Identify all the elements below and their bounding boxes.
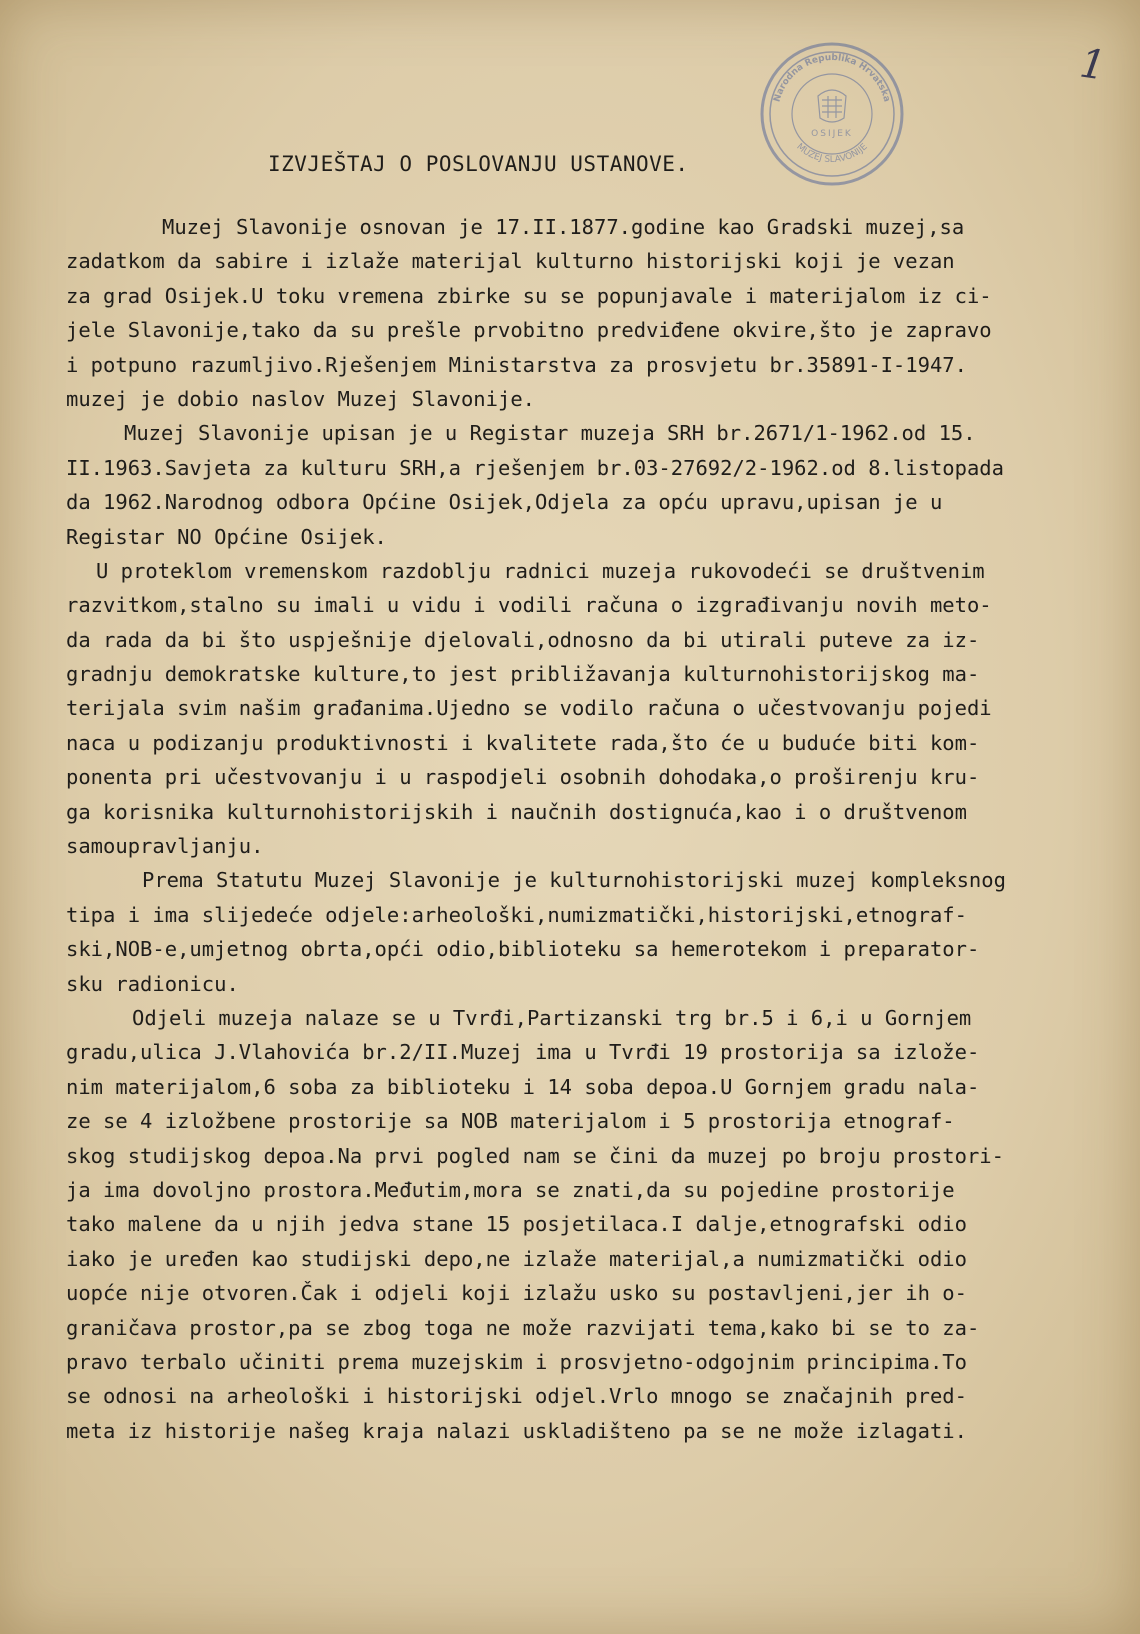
museum-stamp — [758, 40, 906, 188]
text-line: sku radionicu. — [66, 971, 239, 996]
text-line: gradu,ulica J.Vlahovića br.2/II.Muzej ima u Tvrđi 19 prostorija sa izlože- — [66, 1040, 980, 1065]
text-line: ja ima dovoljno prostora.Međutim,mora se znati,da su pojedine prostorije — [66, 1177, 955, 1202]
text-line: tako malene da u njih jedva stane 15 posjetilaca.I dalje,etnografski odio — [66, 1212, 967, 1237]
text-line: pravo terbalo učiniti prema muzejskim i prosvjetno-odgojnim principima.To — [66, 1349, 967, 1374]
text-line: Muzej Slavonije osnovan je 17.II.1877.godine kao Gradski muzej,sa — [162, 215, 965, 239]
text-line: razvitkom,stalno su imali u vidu i vodili računa o izgrađivanju novih meto- — [66, 593, 992, 618]
text-line: U proteklom vremenskom razdoblju radnici muzeja rukovodeći se društvenim — [96, 558, 985, 583]
document-title: IZVJEŠTAJ O POSLOVANJU USTANOVE. — [268, 152, 689, 176]
text-line: skog studijskog depoa.Na prvi pogled nam se čini da muzej po broju prostori- — [66, 1143, 1004, 1168]
text-line: tipa i ima slijedeće odjele:arheološki,numizmatički,historijski,etnograf- — [66, 902, 967, 927]
svg-text:Narodna Republika Hrvatska — [772, 53, 891, 103]
text-line: ga korisnika kulturnohistorijskih i naučnih dostignuća,kao i o društvenom — [66, 799, 967, 824]
text-line: naca u podizanju produktivnosti i kvalitete rada,što će u buduće biti kom- — [66, 730, 980, 755]
coat-of-arms-icon — [818, 90, 846, 122]
handwritten-page-number: 1 — [1076, 40, 1109, 90]
text-line: gradnju demokratske kulture,to jest približavanja kulturnohistorijskog ma- — [66, 662, 980, 687]
text-line: ski,NOB-e,umjetnog obrta,opći odio,biblioteku sa hemerotekom i preparator- — [66, 937, 980, 962]
text-line: ze se 4 izložbene prostorije sa NOB materijalom i 5 prostorija etnograf- — [66, 1109, 955, 1134]
text-line: Muzej Slavonije upisan je u Registar muzeja SRH br.2671/1-1962.od 15. — [124, 421, 976, 446]
text-line: uopće nije otvoren.Čak i odjeli koji izlažu usko su postavljeni,jer ih o- — [66, 1281, 967, 1306]
text-line: jele Slavonije,tako da su prešle prvobitno predviđene okvire,što je zapravo — [66, 318, 992, 343]
report-body — [66, 210, 1140, 1448]
stamp-outer-text: Narodna Republika Hrvatska — [772, 52, 892, 104]
stamp-bottom-text: MUZEJ SLAVONIJE — [794, 141, 870, 166]
text-line: da 1962.Narodnog odbora Općine Osijek,Odjela za opću upravu,upisan je u — [66, 490, 943, 515]
text-line: nim materijalom,6 soba za biblioteku i 14 soba depoa.U Gornjem gradu nala- — [66, 1074, 980, 1099]
text-line: Prema Statutu Muzej Slavonije je kulturnohistorijski muzej kompleksnog — [142, 868, 1006, 893]
text-line: Registar NO Općine Osijek. — [66, 524, 387, 549]
text-line: samoupravljanju. — [66, 834, 264, 859]
text-line: ponenta pri učestvovanju i u raspodjeli osobnih dohodaka,o proširenju kru- — [66, 765, 980, 790]
text-line: meta iz historije našeg kraja nalazi uskladišteno pa se ne može izlagati. — [66, 1418, 967, 1443]
text-line: se odnosi na arheološki i historijski odjel.Vrlo mnogo se značajnih pred- — [66, 1384, 967, 1409]
text-line: i potpuno razumljivo.Rješenjem Ministarstva za prosvjetu br.35891-I-1947. — [66, 352, 967, 377]
text-line: II.1963.Savjeta za kulturu SRH,a rješenjem br.03-27692/2-1962.od 8.listopada — [66, 455, 1004, 480]
text-line: terijala svim našim građanima.Ujedno se vodilo računa o učestvovanju pojedi — [66, 696, 992, 721]
stamp-center-text: OSIJEK — [811, 129, 853, 139]
text-line: muzej je dobio naslov Muzej Slavonije. — [66, 386, 535, 411]
text-line: da rada da bi što uspješnije djelovali,odnosno da bi utirali puteve za iz- — [66, 627, 980, 652]
text-line: iako je uređen kao studijski depo,ne izlaže materijal,a numizmatički odio — [66, 1246, 967, 1271]
text-line: za grad Osijek.U toku vremena zbirke su se popunjavale i materijalom iz ci- — [66, 283, 992, 308]
text-line: graničava prostor,pa se zbog toga ne može razvijati tema,kako bi se to za- — [66, 1315, 980, 1340]
text-line: Odjeli muzeja nalaze se u Tvrđi,Partizanski trg br.5 i 6,i u Gornjem — [132, 1005, 972, 1030]
text-line: zadatkom da sabire i izlaže materijal kulturno historijski koji je vezan — [66, 249, 955, 274]
